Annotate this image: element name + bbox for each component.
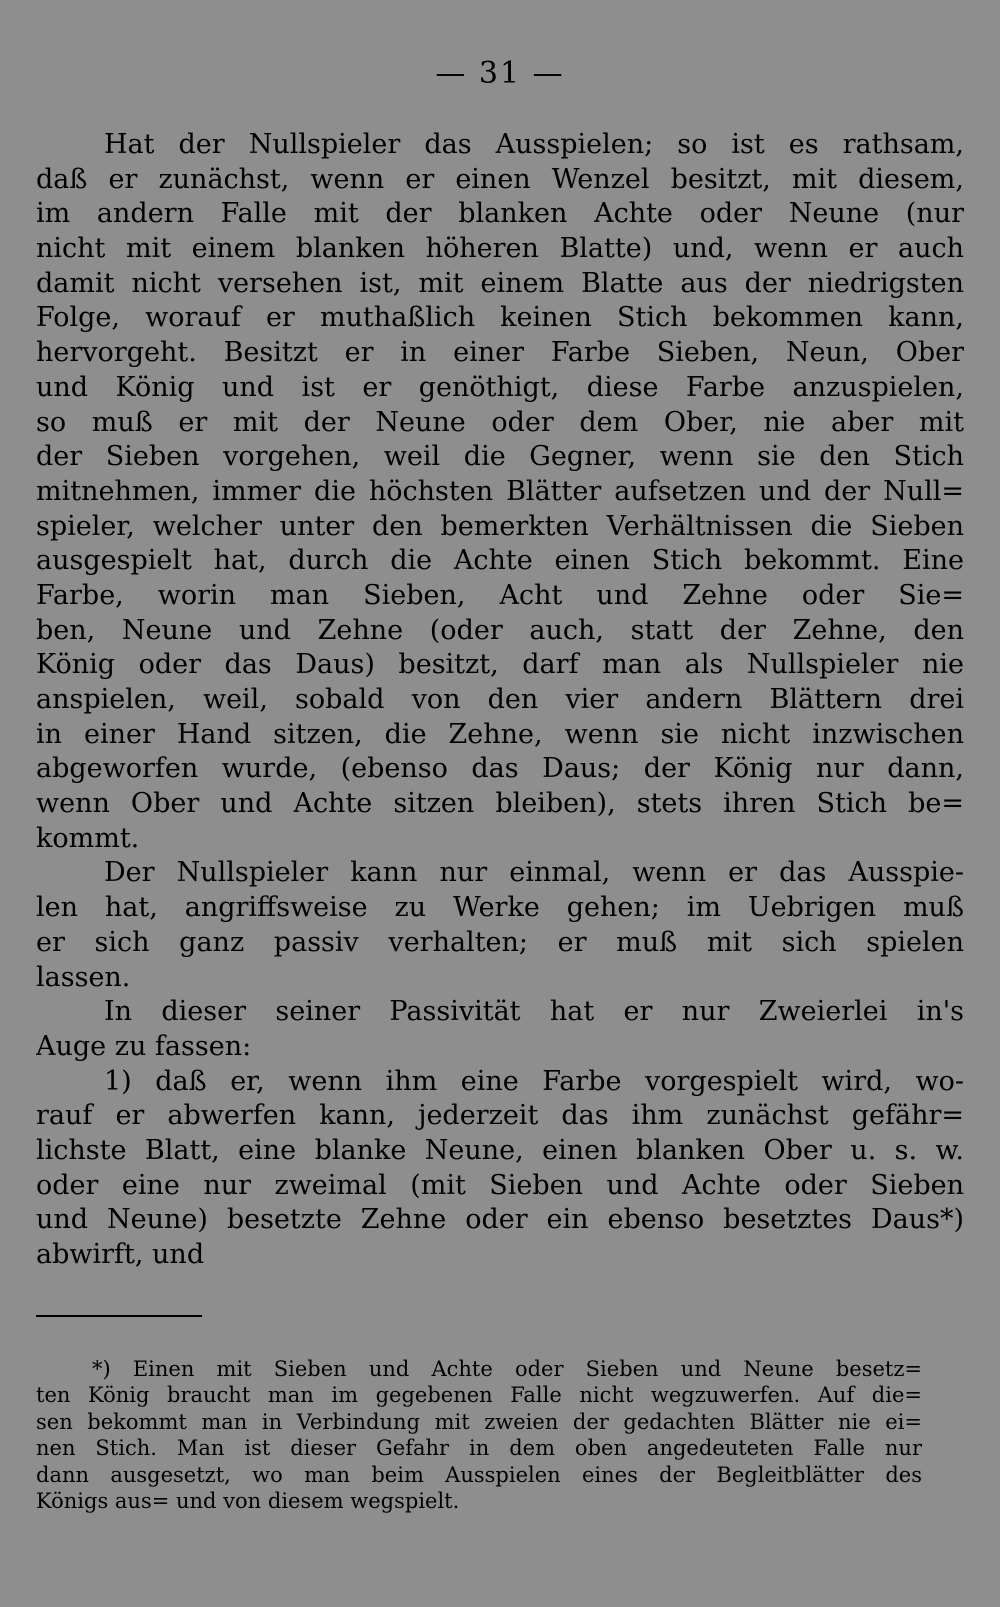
text-line: Hat der Nullspieler das Ausspielen; so ist es rathsam, xyxy=(104,129,964,160)
text-line: Der Nullspieler kann nur einmal, wenn er das Ausspie- xyxy=(104,857,964,889)
footnote-line: Königs aus= und von diesem wegspielt. xyxy=(36,1488,460,1513)
text-line: wenn Ober und Achte sitzen bleiben), stets ihren Stich be= xyxy=(36,788,964,820)
text-line: oder eine nur zweimal (mit Sieben und Achte oder Sieben xyxy=(36,1169,964,1201)
footnote-line: *) Einen mit Sieben und Achte oder Sieben und Neune besetz= xyxy=(92,1357,922,1381)
text-line: hervorgeht. Besitzt er in einer Farbe Sieben, Neun, Ober xyxy=(36,337,964,369)
text-line: Folge, worauf er muthaßlich keinen Stich bekommen kann, xyxy=(36,302,964,334)
text-line: anspielen, weil, sobald von den vier andern Blättern drei xyxy=(36,684,964,715)
text-line: er sich ganz passiv verhalten; er muß mit sich spielen xyxy=(36,926,964,958)
text-line: Auge zu fassen: xyxy=(36,1030,252,1062)
text-line: so muß er mit der Neune oder dem Ober, nie aber mit xyxy=(36,406,964,438)
text-line: und König und ist er genöthigt, diese Farbe anzuspielen, xyxy=(36,371,964,403)
page-number: — 31 — xyxy=(435,56,565,91)
text-line: in einer Hand sitzen, die Zehne, wenn sie nicht inzwischen xyxy=(36,718,964,750)
text-line: daß er zunächst, wenn er einen Wenzel besitzt, mit diesem, xyxy=(36,163,964,195)
text-line: len hat, angriffsweise zu Werke gehen; im Uebrigen muß xyxy=(36,892,964,924)
text-line: 1) daß er, wenn ihm eine Farbe vorgespielt wird, wo- xyxy=(104,1065,964,1097)
text-line: damit nicht versehen ist, mit einem Blatte aus der niedrigsten xyxy=(36,267,964,299)
footnote-line: nen Stich. Man ist dieser Gefahr in dem oben angedeuteten Falle nur xyxy=(36,1436,922,1461)
text-line: König oder das Daus) besitzt, darf man als Nullspieler nie xyxy=(36,649,964,681)
body-text xyxy=(36,128,964,1273)
footnote-line: sen bekommt man in Verbindung mit zweien der gedachten Blätter nie ei= xyxy=(36,1409,922,1434)
footnote-line: dann ausgesetzt, wo man beim Ausspielen eines der Begleitblätter des xyxy=(36,1462,922,1487)
text-line: spieler, welcher unter den bemerkten Verhältnissen die Sieben xyxy=(36,510,964,542)
text-line: lichste Blatt, eine blanke Neune, einen blanken Ober u. s. w. xyxy=(36,1134,964,1166)
text-line: abgeworfen wurde, (ebenso das Daus; der König nur dann, xyxy=(36,753,964,785)
text-line: Farbe, worin man Sieben, Acht und Zehne oder Sie= xyxy=(36,579,964,611)
footnote xyxy=(36,1356,922,1514)
text-line: abwirft, und xyxy=(36,1239,205,1270)
text-line: nicht mit einem blanken höheren Blatte) und, wenn er auch xyxy=(36,233,964,265)
text-line: lassen. xyxy=(36,961,131,993)
text-line: mitnehmen, immer die höchsten Blätter aufsetzen und der Null= xyxy=(36,475,964,507)
text-line: rauf er abwerfen kann, jederzeit das ihm zunächst gefähr= xyxy=(36,1100,964,1132)
text-line: kommt. xyxy=(36,822,140,854)
text-line: ben, Neune und Zehne (oder auch, statt der Zehne, den xyxy=(36,614,964,646)
text-line: der Sieben vorgehen, weil die Gegner, wenn sie den Stich xyxy=(36,441,964,473)
text-line: im andern Falle mit der blanken Achte oder Neune (nur xyxy=(36,198,964,230)
footnote-separator xyxy=(36,1315,202,1317)
text-line: In dieser seiner Passivität hat er nur Zweierlei in's xyxy=(104,996,964,1028)
text-line: und Neune) besetzte Zehne oder ein ebenso besetztes Daus*) xyxy=(36,1204,964,1236)
footnote-line: ten König braucht man im gegebenen Falle nicht wegzuwerfen. Auf die= xyxy=(36,1383,922,1408)
text-line: ausgespielt hat, durch die Achte einen Stich bekommt. Eine xyxy=(36,545,964,577)
